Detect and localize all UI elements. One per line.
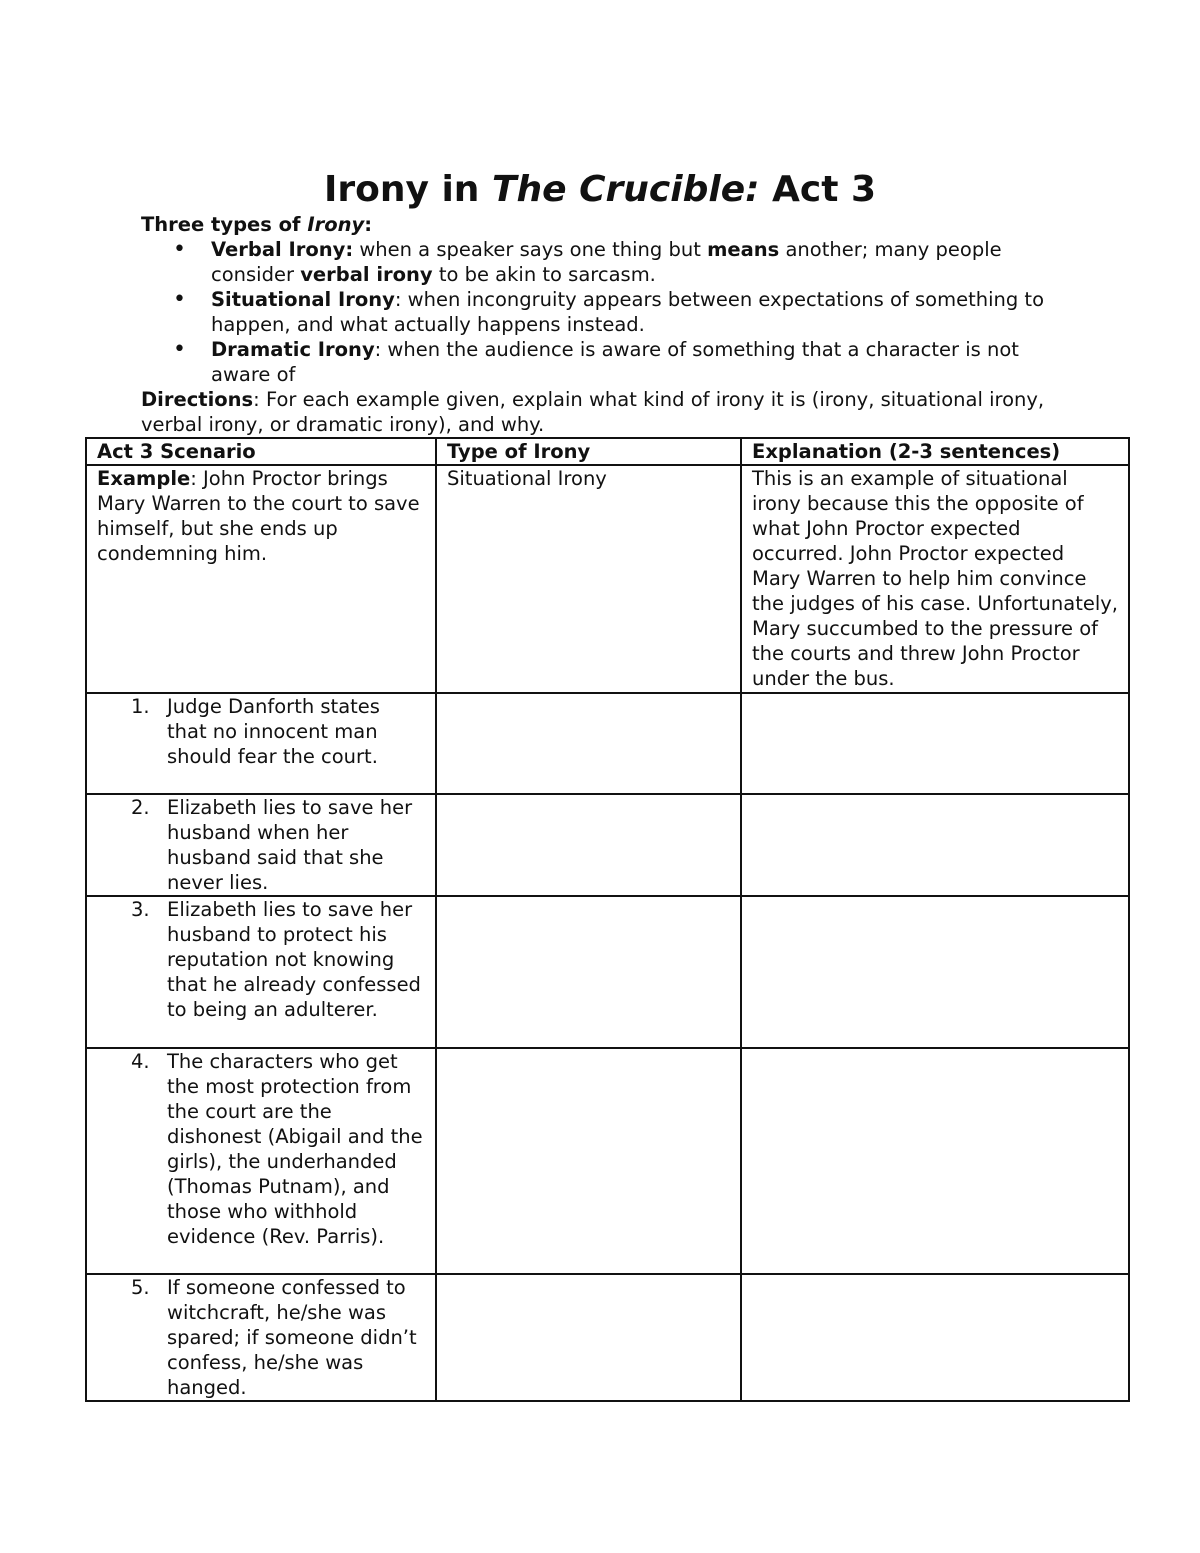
scenario-text: Elizabeth lies to save her husband when her husband said that she never lies. bbox=[167, 796, 413, 894]
table-row bbox=[86, 693, 1129, 794]
scenario-text: Judge Danforth states that no innocent man should fear the court. bbox=[167, 695, 380, 768]
scenario-cell bbox=[86, 693, 436, 794]
title-part-1: Irony in bbox=[323, 169, 492, 210]
explanation-answer-cell[interactable] bbox=[741, 1048, 1129, 1274]
verbal-irony-bold-term: verbal irony bbox=[300, 263, 433, 286]
type-answer-cell[interactable] bbox=[436, 693, 741, 794]
situational-irony-term: Situational Irony bbox=[211, 288, 395, 311]
explanation-answer-cell[interactable] bbox=[741, 693, 1129, 794]
row-number: 3. bbox=[131, 898, 150, 921]
table-row bbox=[86, 1274, 1129, 1401]
explanation-answer-cell[interactable] bbox=[741, 794, 1129, 896]
example-scenario-text: : John Proctor brings Mary Warren to the court to save himself, but she ends up condemning him. bbox=[97, 467, 420, 565]
type-answer-cell[interactable] bbox=[436, 794, 741, 896]
verbal-irony-term: Verbal Irony: bbox=[211, 238, 354, 261]
type-answer-cell[interactable] bbox=[436, 1048, 741, 1274]
verbal-irony-text-1: when a speaker says one thing but bbox=[353, 238, 708, 261]
type-answer-cell[interactable] bbox=[436, 1274, 741, 1401]
dramatic-irony-term: Dramatic Irony bbox=[211, 338, 375, 361]
row-number: 4. bbox=[131, 1050, 150, 1073]
list-item-dramatic-irony bbox=[211, 337, 1061, 387]
example-row bbox=[86, 465, 1129, 693]
page-title bbox=[0, 168, 1200, 212]
irony-types-list bbox=[141, 237, 1061, 387]
example-label: Example bbox=[97, 467, 191, 490]
verbal-irony-text-3: to be akin to sarcasm. bbox=[432, 263, 656, 286]
scenario-cell bbox=[86, 896, 436, 1048]
type-answer-cell[interactable] bbox=[436, 896, 741, 1048]
table-row bbox=[86, 794, 1129, 896]
lead-irony-word: Irony bbox=[307, 213, 365, 236]
list-item-situational-irony bbox=[211, 287, 1061, 337]
directions bbox=[141, 387, 1061, 437]
row-number: 5. bbox=[131, 1276, 150, 1299]
scenario-cell bbox=[86, 1048, 436, 1274]
irony-table bbox=[85, 437, 1130, 1402]
example-scenario-cell bbox=[86, 465, 436, 693]
scenario-text: The characters who get the most protection from the court are the dishonest (Abigail and the girls), the underhanded (Thomas Putnam), and those who withhold evidence (Rev. Parris). bbox=[167, 1050, 423, 1248]
row-number: 2. bbox=[131, 796, 150, 819]
scenario-text: If someone confessed to witchcraft, he/she was spared; if someone didn’t confess, he/she was hanged. bbox=[167, 1276, 417, 1399]
example-type-cell: Situational Irony bbox=[436, 465, 741, 693]
intro-section bbox=[141, 212, 1061, 437]
lead-text: Three types of bbox=[141, 213, 308, 236]
scenario-cell bbox=[86, 1274, 436, 1401]
title-part-3: Act 3 bbox=[759, 169, 877, 210]
scenario-text: Elizabeth lies to save her husband to protect his reputation not knowing that he already confessed to being an adulterer. bbox=[167, 898, 421, 1021]
dramatic-irony-text: : when the audience is aware of something that a character is not aware of bbox=[211, 338, 1019, 386]
title-book-name: The Crucible: bbox=[491, 169, 760, 210]
table-header-row bbox=[86, 438, 1129, 465]
verbal-irony-bold-means: means bbox=[707, 238, 780, 261]
directions-term: Directions bbox=[141, 388, 254, 411]
explanation-answer-cell[interactable] bbox=[741, 1274, 1129, 1401]
header-scenario: Act 3 Scenario bbox=[86, 438, 436, 465]
irony-types-lead bbox=[141, 212, 1061, 237]
verbal-irony-text-2: another; many people consider bbox=[211, 238, 1002, 286]
situational-irony-text: : when incongruity appears between expectations of something to happen, and what actually happens instead. bbox=[211, 288, 1045, 336]
header-explanation: Explanation (2-3 sentences) bbox=[741, 438, 1129, 465]
explanation-answer-cell[interactable] bbox=[741, 896, 1129, 1048]
header-type: Type of Irony bbox=[436, 438, 741, 465]
scenario-cell bbox=[86, 794, 436, 896]
table-row bbox=[86, 896, 1129, 1048]
table-row bbox=[86, 1048, 1129, 1274]
list-item-verbal-irony bbox=[211, 237, 1061, 287]
directions-text: : For each example given, explain what kind of irony it is (irony, situational irony, verbal irony, or dramatic irony), and why. bbox=[141, 388, 1045, 436]
lead-colon: : bbox=[364, 213, 373, 236]
example-explanation-cell: This is an example of situational irony because this the opposite of what John Proctor expected occurred. John Proctor expected Mary Warren to help him convince the judges of his case. Unfortunately, Mary succumbed to the pressure of the courts and threw John Proctor under the bus. bbox=[741, 465, 1129, 693]
row-number: 1. bbox=[131, 695, 150, 718]
